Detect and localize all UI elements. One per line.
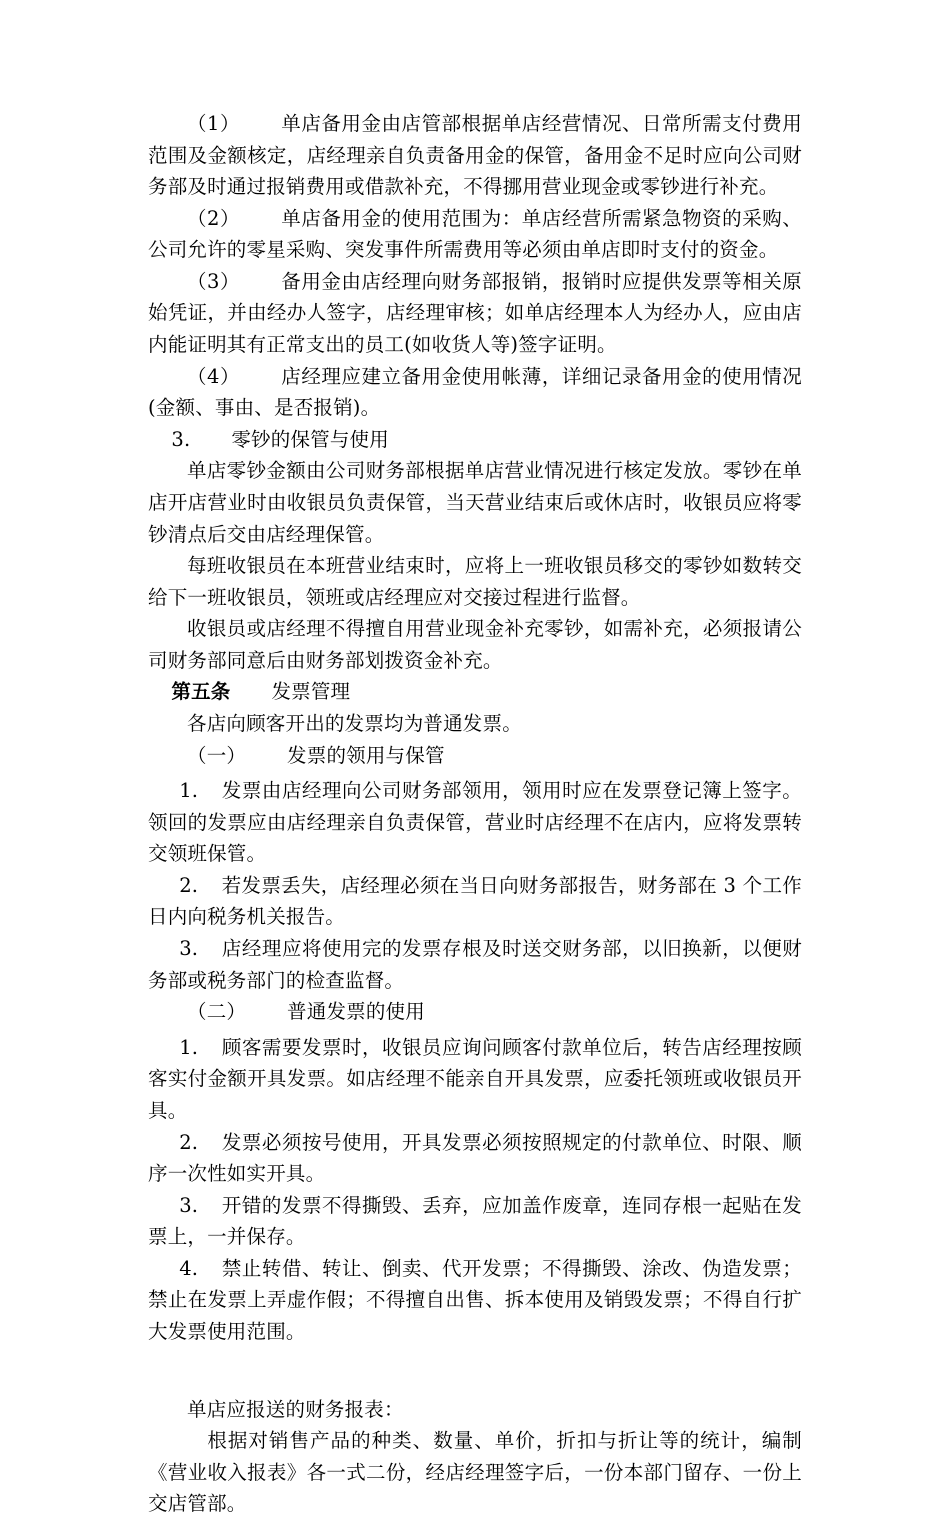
paragraph-text: 单店备用金的使用范围为：单店经营所需紧急物资的采购、公司允许的零星采购、突发事件所需费用等必须由单店即时支付的资金。	[148, 206, 802, 262]
paragraph-numbered-3	[148, 266, 802, 361]
paragraph-text: 禁止转借、转让、倒卖、代开发票；不得撕毁、涂改、伪造发票；禁止在发票上弄虚作假；不得擅自出售、拆本使用及销毁发票；不得自行扩大发票使用范围。	[148, 1256, 802, 1343]
document-body	[148, 108, 802, 1520]
paragraph-numbered-4	[148, 361, 802, 424]
paragraph-invoice-type	[148, 708, 802, 740]
article-label: 第五条	[171, 680, 231, 704]
list-marker: （3）	[187, 269, 241, 293]
paragraph-text: 发票由店经理向公司财务部领用，领用时应在发票登记簿上签字。领回的发票应由店经理亲自负责保管，营业时店经理不在店内，应将发票转交领班保管。	[148, 779, 802, 866]
paragraph-text: 若发票丢失，店经理必须在当日向财务部报告，财务部在 3 个工作日内向税务机关报告。	[148, 873, 802, 929]
paragraph-numbered-1	[148, 108, 802, 203]
paragraph-invoice-use-4	[148, 1253, 802, 1348]
list-marker: （一）	[187, 743, 247, 767]
paragraph-numbered-2	[148, 203, 802, 266]
paragraph-text: 普通发票的使用	[287, 1000, 425, 1024]
paragraph-invoice-use-1	[148, 1032, 802, 1127]
section-spacer	[148, 1348, 802, 1394]
list-marker: 2.	[179, 873, 199, 897]
paragraph-text: 根据对销售产品的种类、数量、单价，折扣与折让等的统计，编制《营业收入报表》各一式二份，经店经理签字后，一份本部门留存、一份上交店管部。	[148, 1429, 802, 1516]
paragraph-invoice-use-2	[148, 1127, 802, 1190]
paragraph-text: 发票的领用与保管	[287, 743, 445, 767]
paragraph-text: 收银员或店经理不得擅自用营业现金补充零钞，如需补充，必须报请公司财务部同意后由财务部划拨资金补充。	[148, 617, 802, 672]
paragraph-text: 店经理应建立备用金使用帐薄，详细记录备用金的使用情况(金额、事由、是否报销)。	[148, 364, 802, 420]
paragraph-invoice-claim-1	[148, 775, 802, 870]
subsection-heading-two	[148, 996, 802, 1028]
section-heading-petty-cash	[148, 424, 802, 456]
paragraph-text: 发票必须按号使用，开具发票必须按照规定的付款单位、时限、顺序一次性如实开具。	[148, 1130, 802, 1186]
paragraph-text: 顾客需要发票时，收银员应询问顾客付款单位后，转告店经理按顾客实付金额开具发票。如店经理不能亲自开具发票，应委托领班或收银员开具。	[148, 1035, 802, 1122]
article-title: 发票管理	[271, 680, 351, 704]
list-marker: 2.	[179, 1130, 199, 1154]
list-marker: 1.	[179, 1035, 199, 1059]
paragraph-text: 店经理应将使用完的发票存根及时送交财务部，以旧换新，以便财务部或税务部门的检查监督。	[148, 937, 802, 992]
list-marker: （二）	[187, 1000, 247, 1024]
paragraph-invoice-claim-3	[148, 933, 802, 996]
paragraph-text: 开错的发票不得撕毁、丢弃，应加盖作废章，连同存根一起贴在发票上，一并保存。	[148, 1193, 802, 1249]
paragraph-text: 零钞的保管与使用	[231, 427, 389, 451]
paragraph-reports-detail	[148, 1425, 802, 1520]
paragraph-reports-heading	[148, 1394, 802, 1426]
paragraph-text: 每班收银员在本班营业结束时，应将上一班收银员移交的零钞如数转交给下一班收银员，领班或店经理应对交接过程进行监督。	[148, 554, 802, 609]
list-marker: 1.	[179, 779, 199, 803]
list-marker: 3.	[171, 427, 191, 451]
list-marker: （2）	[187, 206, 241, 230]
paragraph-text: 单店应报送的财务报表：	[187, 1397, 404, 1421]
list-marker: （4）	[187, 364, 241, 388]
list-marker: （1）	[187, 112, 241, 135]
list-marker: 3.	[179, 937, 199, 961]
paragraph-text: 单店零钞金额由公司财务部根据单店营业情况进行核定发放。零钞在单店开店营业时由收银员负责保管，当天营业结束后或休店时，收银员应将零钞清点后交由店经理保管。	[148, 459, 802, 546]
list-marker: 3.	[179, 1193, 199, 1217]
paragraph-shift-handover	[148, 550, 802, 613]
article-five-heading	[148, 676, 802, 708]
list-marker: 4.	[179, 1256, 199, 1280]
paragraph-text: 单店备用金由店管部根据单店经营情况、日常所需支付费用范围及金额核定，店经理亲自负责备用金的保管，备用金不足时应向公司财务部及时通过报销费用或借款补充，不得挪用营业现金或零钞进行补充。	[148, 112, 802, 199]
paragraph-text: 各店向顾客开出的发票均为普通发票。	[187, 711, 522, 735]
paragraph-text: 备用金由店经理向财务部报销，报销时应提供发票等相关原始凭证，并由经办人签字，店经理审核；如单店经理本人为经办人，应由店内能证明其有正常支出的员工(如收货人等)签字证明。	[148, 269, 802, 357]
paragraph-no-self-replenish	[148, 613, 802, 676]
paragraph-change-allocation	[148, 455, 802, 550]
subsection-heading-one	[148, 740, 802, 772]
paragraph-invoice-claim-2	[148, 870, 802, 933]
paragraph-invoice-use-3	[148, 1190, 802, 1253]
